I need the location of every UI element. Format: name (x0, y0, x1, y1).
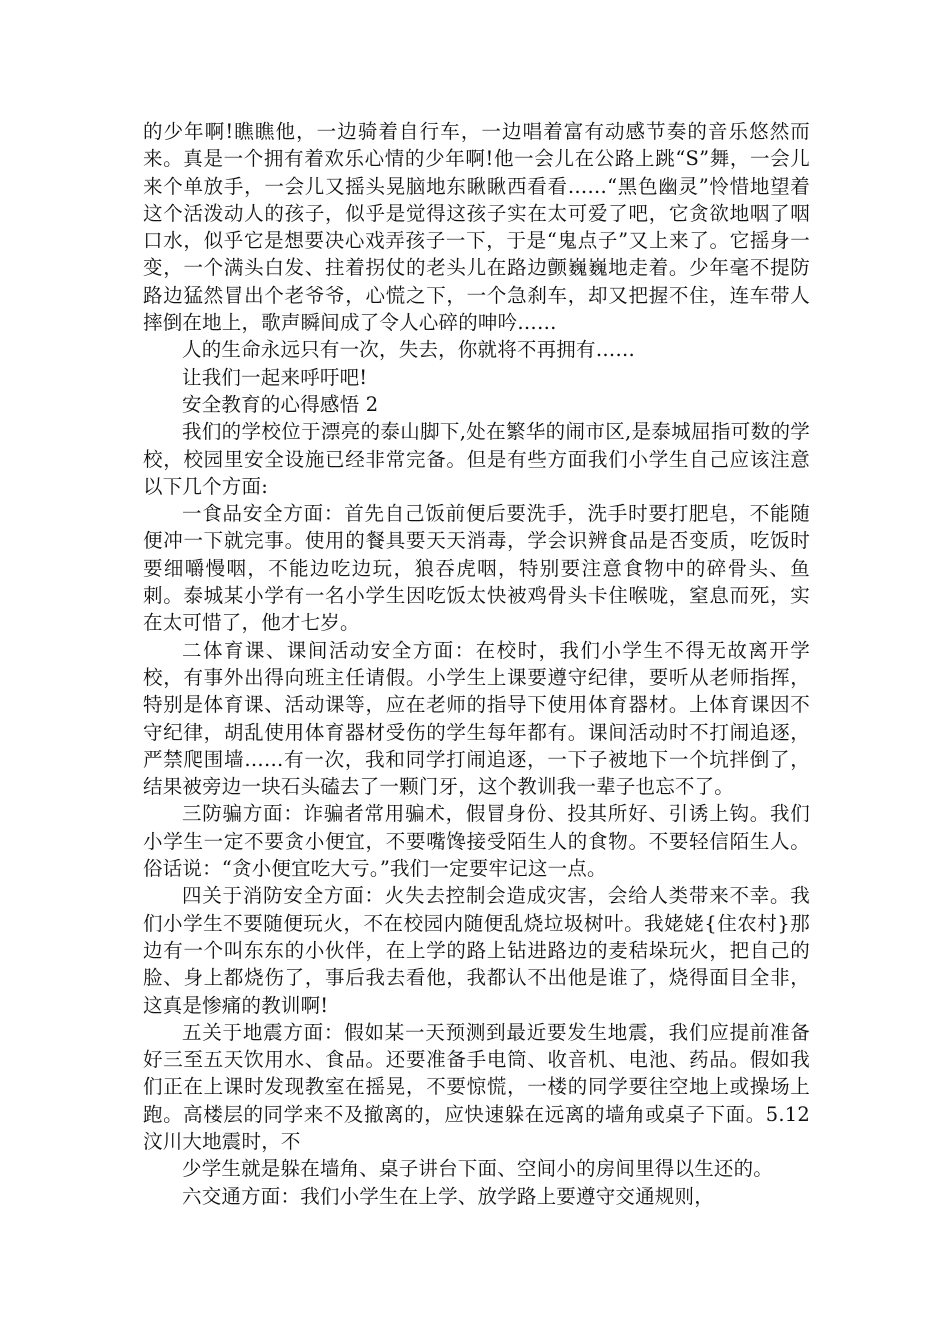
paragraph-anti-fraud: 三防骗方面：诈骗者常用骗术，假冒身份、投其所好、引诱上钩。我们小学生一定不要贪小便宜，不要嘴馋接受陌生人的食物。不要轻信陌生人。俗话说：“贪小便宜吃大亏。”我们一定要牢记这一点。 (143, 802, 810, 881)
paragraph-life-once: 人的生命永远只有一次，失去，你就将不再拥有…… (182, 338, 636, 362)
paragraph-intro: 我们的学校位于漂亮的泰山脚下,处在繁华的闹市区,是泰城屈指可数的学校，校园里安全设施已经非常完备。但是有些方面我们小学生自己应该注意以下几个方面: (143, 420, 810, 498)
paragraph-appeal: 让我们一起来呼吁吧! (182, 365, 368, 389)
paragraph-story-continuation: 的少年啊!瞧瞧他，一边骑着自行车，一边唱着富有动感节奏的音乐悠然而来。真是一个拥有着欢乐心情的少年啊!他一会儿在公路上跳“S”舞，一会儿来个单放手，一会儿又摇头晃脑地东瞅瞅西看看……“黑色幽灵”怜惜地望着这个活泼动人的孩子，似乎是觉得这孩子实在太可爱了吧，它贪欲地咽了咽口水，似乎它是想要决心戏弄孩子一下，于是“鬼点子”又上来了。它摇身一变，一个满头白发、拄着拐仗的老头儿在路边颤巍巍地走着。少年毫不提防路边猛然冒出个老爷爷，心慌之下，一个急刹车，却又把握不住，连车带人摔倒在地上，歌声瞬间成了令人心碎的呻吟…… (143, 120, 810, 335)
paragraph-pe-safety: 二体育课、课间活动安全方面：在校时，我们小学生不得无故离开学校，有事外出得向班主任请假。小学生上课要遵守纪律，要听从老师指挥，特别是体育课、活动课等，应在老师的指导下使用体育器材。上体育课因不守纪律，胡乱使用体育器材受伤的学生每年都有。课间活动时不打闹追逐，严禁爬围墙……有一次，我和同学打闹追逐，一下子被地下一个坑拌倒了，结果被旁边一块石头磕去了一颗门牙，这个教训我一辈子也忘不了。 (143, 638, 810, 799)
paragraph-food-safety: 一食品安全方面：首先自己饭前便后要洗手，洗手时要打肥皂，不能随便冲一下就完事。使用的餐具要天天消毒，学会识辨食品是否变质，吃饭时要细嚼慢咽，不能边吃边玩，狼吞虎咽，特别要注意食物中的碎骨头、鱼刺。泰城某小学有一名小学生因吃饭太快被鸡骨头卡住喉咙，窒息而死，实在太可惜了，他才七岁。 (143, 502, 810, 635)
section-heading: 安全教育的心得感悟 2 (182, 392, 379, 416)
paragraph-fire-safety: 四关于消防安全方面：火失去控制会造成灾害，会给人类带来不幸。我们小学生不要随便玩火，不在校园内随便乱烧垃圾树叶。我姥姥{住农村}那边有一个叫东东的小伙伴，在上学的路上钻进路边的麦秸垛玩火，把自己的脸、身上都烧伤了，事后我去看他，我都认不出他是谁了，烧得面目全非，这真是惨痛的教训啊! (143, 884, 810, 1017)
paragraph-earthquake-cont: 少学生就是躲在墙角、桌子讲台下面、空间小的房间里得以生还的。 (182, 1157, 774, 1181)
paragraph-traffic: 六交通方面：我们小学生在上学、放学路上要遵守交通规则， (182, 1184, 714, 1208)
document-body (143, 118, 810, 1210)
paragraph-earthquake: 五关于地震方面：假如某一天预测到最近要发生地震，我们应提前准备好三至五天饮用水、食品。还要准备手电筒、收音机、电池、药品。假如我们正在上课时发现教室在摇晃，不要惊慌，一楼的同学要往空地上或操场上跑。高楼层的同学来不及撤离的，应快速躲在远离的墙角或桌子下面。5.12汶川大地震时，不 (143, 1020, 810, 1153)
